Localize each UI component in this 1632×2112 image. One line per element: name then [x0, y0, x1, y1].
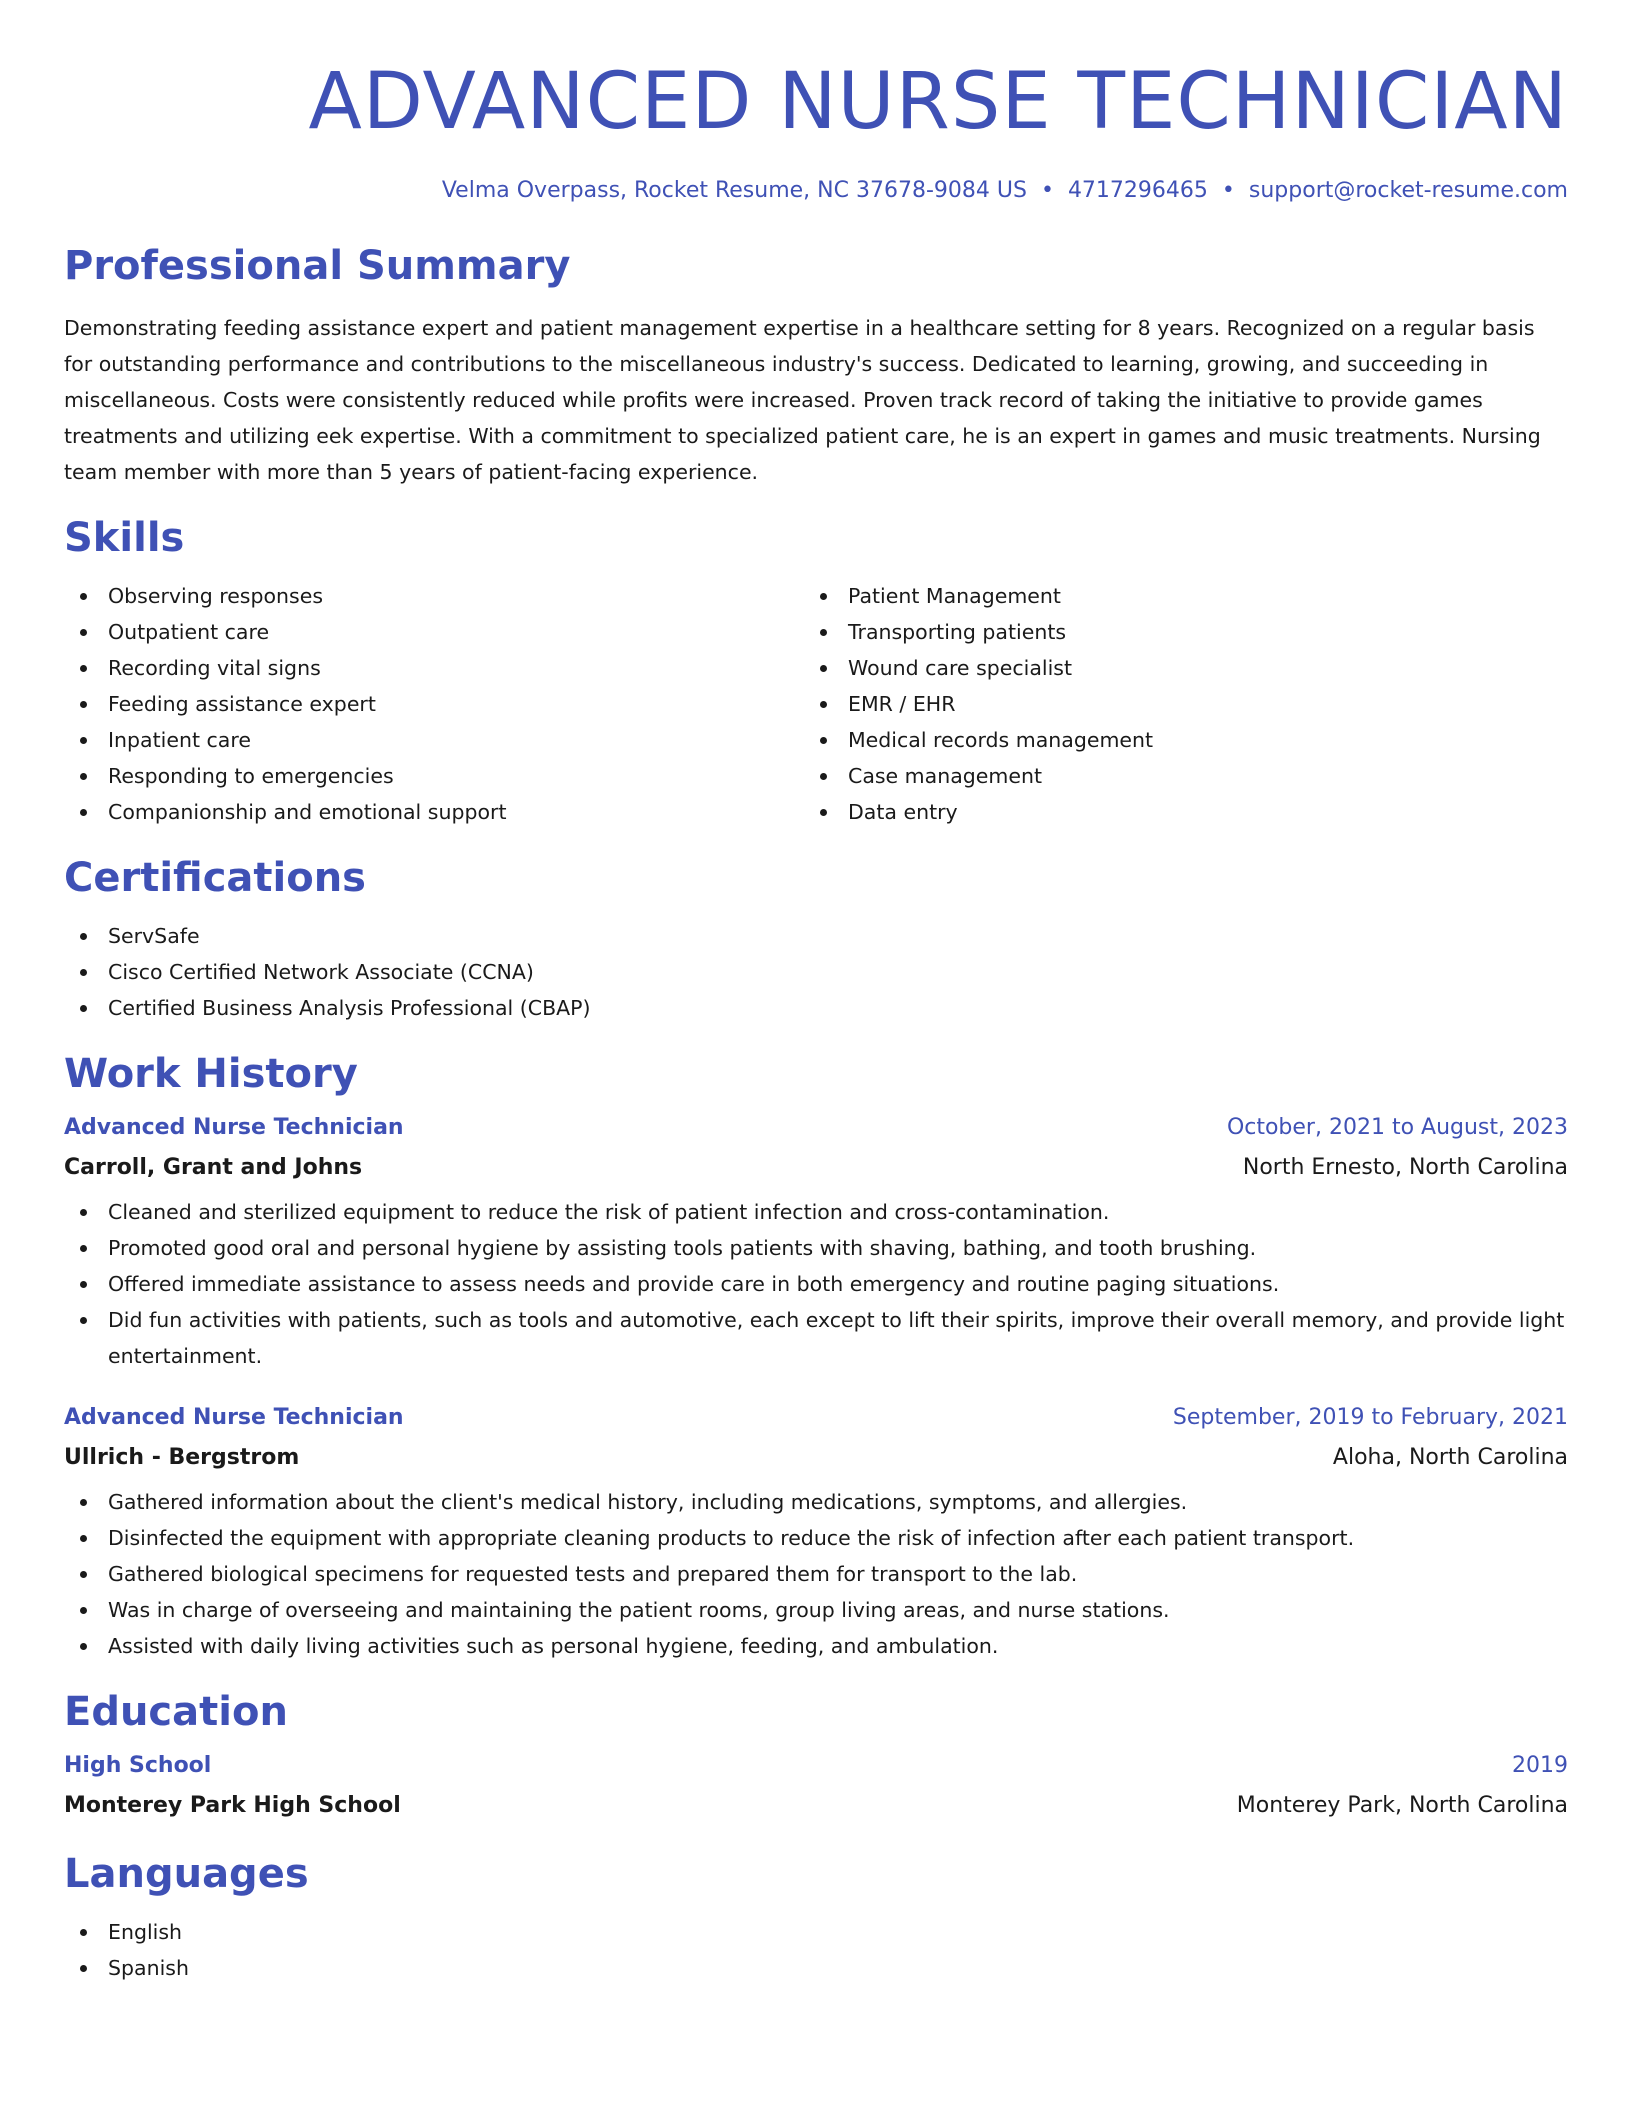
contact-email: support@rocket-resume.com [1248, 178, 1568, 203]
certification-item: ServSafe [64, 918, 1568, 954]
education-location: Monterey Park, North Carolina [1236, 1793, 1568, 1818]
job-duty-item: Assisted with daily living activities such as personal hygiene, feeding, and ambulation. [64, 1628, 1568, 1664]
job-company-row [64, 1148, 1568, 1188]
job-entry [64, 1108, 1568, 1374]
job-header-row [64, 1398, 1568, 1438]
language-item: Spanish [64, 1950, 1568, 1986]
summary-heading: Professional Summary [64, 243, 571, 289]
job-location: North Ernesto, North Carolina [1242, 1155, 1568, 1180]
skill-item: Companionship and emotional support [64, 794, 804, 830]
languages-list [64, 1914, 1568, 1986]
skill-item: Inpatient care [64, 722, 804, 758]
job-duty-item: Promoted good oral and personal hygiene by assisting tools patients with shaving, bathing, and tooth brushing. [64, 1230, 1568, 1266]
skills-heading: Skills [64, 515, 185, 561]
job-duty-item: Was in charge of overseeing and maintaining the patient rooms, group living areas, and nurse stations. [64, 1592, 1568, 1628]
job-dates: October, 2021 to August, 2023 [1226, 1115, 1568, 1140]
education-degree: High School [64, 1753, 212, 1778]
education-school: Monterey Park High School [64, 1793, 401, 1818]
skill-item: Transporting patients [804, 614, 1544, 650]
skills-list-right [804, 578, 1544, 830]
job-entry [64, 1398, 1568, 1664]
job-duties-list [64, 1194, 1568, 1374]
skill-item: Recording vital signs [64, 650, 804, 686]
skill-item: Observing responses [64, 578, 804, 614]
skill-item: Case management [804, 758, 1544, 794]
language-item: English [64, 1914, 1568, 1950]
job-duty-item: Disinfected the equipment with appropriate cleaning products to reduce the risk of infection after each patient transport. [64, 1520, 1568, 1556]
skill-item: EMR / EHR [804, 686, 1544, 722]
certification-item: Cisco Certified Network Associate (CCNA) [64, 954, 1568, 990]
job-company: Carroll, Grant and Johns [64, 1155, 363, 1180]
job-header-row [64, 1108, 1568, 1148]
job-duty-item: Gathered information about the client's medical history, including medications, symptoms, and allergies. [64, 1484, 1568, 1520]
contact-line [64, 176, 1568, 206]
skills-grid [64, 578, 1568, 830]
job-duty-item: Cleaned and sterilized equipment to reduce the risk of patient infection and cross-contamination. [64, 1194, 1568, 1230]
resume-title: ADVANCED NURSE TECHNICIAN [308, 57, 1568, 147]
skill-item: Medical records management [804, 722, 1544, 758]
job-dates: September, 2019 to February, 2021 [1172, 1405, 1568, 1430]
job-location: Aloha, North Carolina [1332, 1445, 1568, 1470]
skill-item: Outpatient care [64, 614, 804, 650]
job-title: Advanced Nurse Technician [64, 1405, 404, 1430]
work-history-heading: Work History [64, 1051, 358, 1097]
certifications-heading: Certifications [64, 855, 366, 901]
contact-separator: • [1221, 178, 1235, 203]
job-duty-item: Offered immediate assistance to assess needs and provide care in both emergency and routine paging situations. [64, 1266, 1568, 1302]
contact-separator: • [1040, 178, 1054, 203]
job-company: Ullrich - Bergstrom [64, 1445, 300, 1470]
education-school-row [64, 1786, 1568, 1826]
contact-phone: 4717296465 [1067, 178, 1208, 203]
education-year: 2019 [1512, 1753, 1568, 1778]
languages-heading: Languages [64, 1851, 309, 1897]
skill-item: Wound care specialist [804, 650, 1544, 686]
education-entry [64, 1746, 1568, 1826]
certifications-list [64, 918, 1568, 1026]
job-title: Advanced Nurse Technician [64, 1115, 404, 1140]
education-heading: Education [64, 1689, 288, 1735]
education-header-row [64, 1746, 1568, 1786]
skills-list-left [64, 578, 804, 830]
skill-item: Patient Management [804, 578, 1544, 614]
summary-text: Demonstrating feeding assistance expert and patient management expertise in a healthcare setting for 8 years. Recognized on a regular basis for outstanding performance and contributions to the miscellaneous industry's success. Dedicated to learning, growing, and succeeding in miscellaneous. Costs were consistently reduced while profits were increased. Proven track record of taking the initiative to provide games treatments and utilizing eek expertise. With a commitment to specialized patient care, he is an expert in games and music treatments. Nursing team member with more than 5 years of patient-facing experience. [64, 316, 1541, 484]
job-duties-list [64, 1484, 1568, 1664]
job-duty-item: Did fun activities with patients, such as tools and automotive, each except to lift their spirits, improve their overall memory, and provide light entertainment. [64, 1302, 1568, 1374]
contact-address: Velma Overpass, Rocket Resume, NC 37678-9084 US [441, 178, 1027, 203]
certification-item: Certified Business Analysis Professional (CBAP) [64, 990, 1568, 1026]
skill-item: Data entry [804, 794, 1544, 830]
job-duty-item: Gathered biological specimens for requested tests and prepared them for transport to the lab. [64, 1556, 1568, 1592]
job-company-row [64, 1438, 1568, 1478]
skill-item: Feeding assistance expert [64, 686, 804, 722]
skill-item: Responding to emergencies [64, 758, 804, 794]
